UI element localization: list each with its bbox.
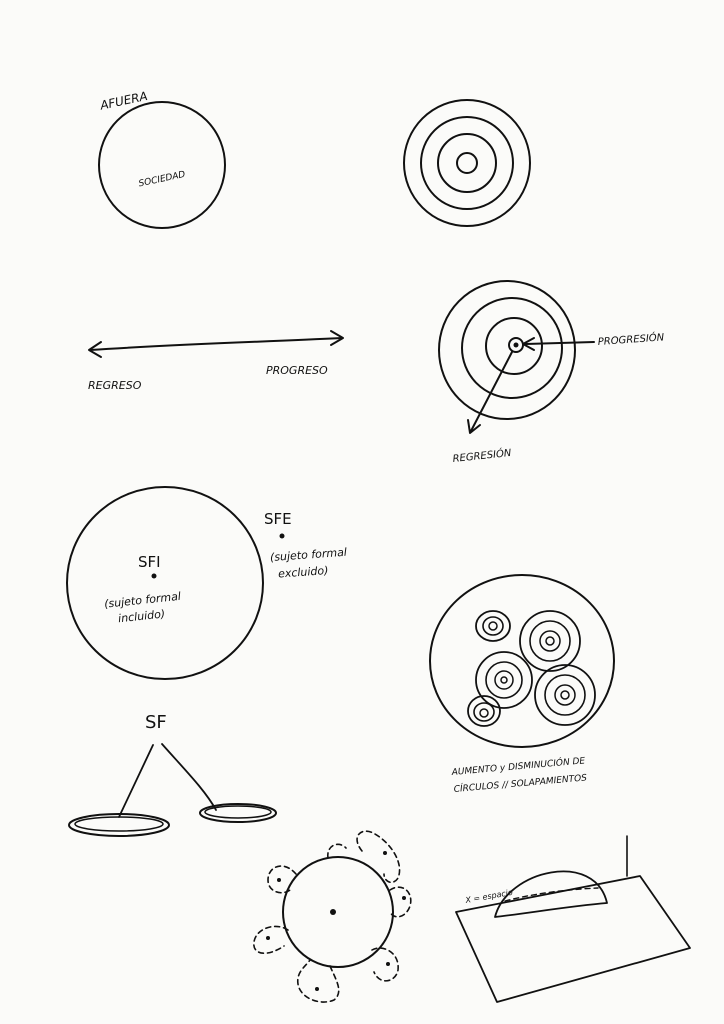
lobe-top xyxy=(328,844,346,858)
progresion-label: PROGRESIÓN xyxy=(597,332,665,348)
progression-center-dot xyxy=(514,343,519,348)
progression-arrow-shaft xyxy=(526,342,594,344)
lobe-dot-5 xyxy=(266,936,270,940)
afuera-label: AFUERA xyxy=(98,88,149,113)
concentric-ring-2 xyxy=(421,117,513,209)
sfi-point xyxy=(152,574,157,579)
container-circle xyxy=(430,575,614,747)
progreso-label: PROGRESO xyxy=(266,364,328,377)
sketch-formal-subject xyxy=(67,487,347,679)
sketch-progression-rings xyxy=(439,281,665,465)
lobed-core-circle xyxy=(283,857,393,967)
lobe-left xyxy=(254,926,288,953)
concentric-ring-3 xyxy=(438,134,496,192)
sketch-progress-axis xyxy=(88,331,343,392)
espacio-label: X = espacio xyxy=(464,887,514,905)
concentric-ring-outer xyxy=(404,100,530,226)
sketch-society-circle xyxy=(98,89,225,228)
lobe-dot-2 xyxy=(402,896,406,900)
sfe-point xyxy=(280,534,285,539)
sketch-sf-discs xyxy=(69,712,276,836)
sketch-overlapping-circles xyxy=(430,575,614,795)
disc-left-rim xyxy=(75,817,163,831)
regreso-label: REGRESO xyxy=(88,379,142,392)
lobe-dot-6 xyxy=(277,878,281,882)
target-top-right xyxy=(520,611,580,671)
sf-label: SF xyxy=(145,712,167,733)
sketch-concentric-circles xyxy=(404,100,530,226)
sfi-label: SFI xyxy=(138,553,161,571)
overlap-caption-line2: CÍRCULOS // SOLAPAMIENTOS xyxy=(453,773,588,795)
formal-subject-circle xyxy=(67,487,263,679)
axis-line xyxy=(90,338,342,350)
sketch-dome-plane xyxy=(456,836,690,1002)
small-target-top-left xyxy=(476,611,510,641)
sketch-lobed-circle xyxy=(254,831,411,1002)
sfe-description-line1: (sujeto formal xyxy=(269,545,348,565)
progression-ring-2 xyxy=(462,298,562,398)
target-bottom-right xyxy=(535,665,595,725)
society-circle xyxy=(99,102,225,228)
sfe-description-line2: excluido) xyxy=(277,564,329,581)
sfi-description-line2: incluido) xyxy=(117,607,166,626)
sf-line-left xyxy=(119,745,153,817)
sf-line-right xyxy=(162,744,216,810)
lobe-dot-3 xyxy=(386,962,390,966)
lobed-core-dot xyxy=(330,909,336,915)
target-center xyxy=(476,652,532,708)
sociedad-label: SOCIEDAD xyxy=(137,169,187,190)
sfi-description-line1: (sujeto formal xyxy=(103,589,182,611)
lobe-dot-1 xyxy=(383,851,387,855)
lobe-top-left xyxy=(268,866,296,893)
disc-right-rim xyxy=(205,806,271,818)
overlap-caption-line1: AUMENTO y DISMINUCIÓN DE xyxy=(451,756,586,778)
lobe-dot-4 xyxy=(315,987,319,991)
sfe-label: SFE xyxy=(264,510,292,528)
concentric-ring-inner xyxy=(457,153,477,173)
regresion-label: REGRESIÓN xyxy=(452,447,512,465)
